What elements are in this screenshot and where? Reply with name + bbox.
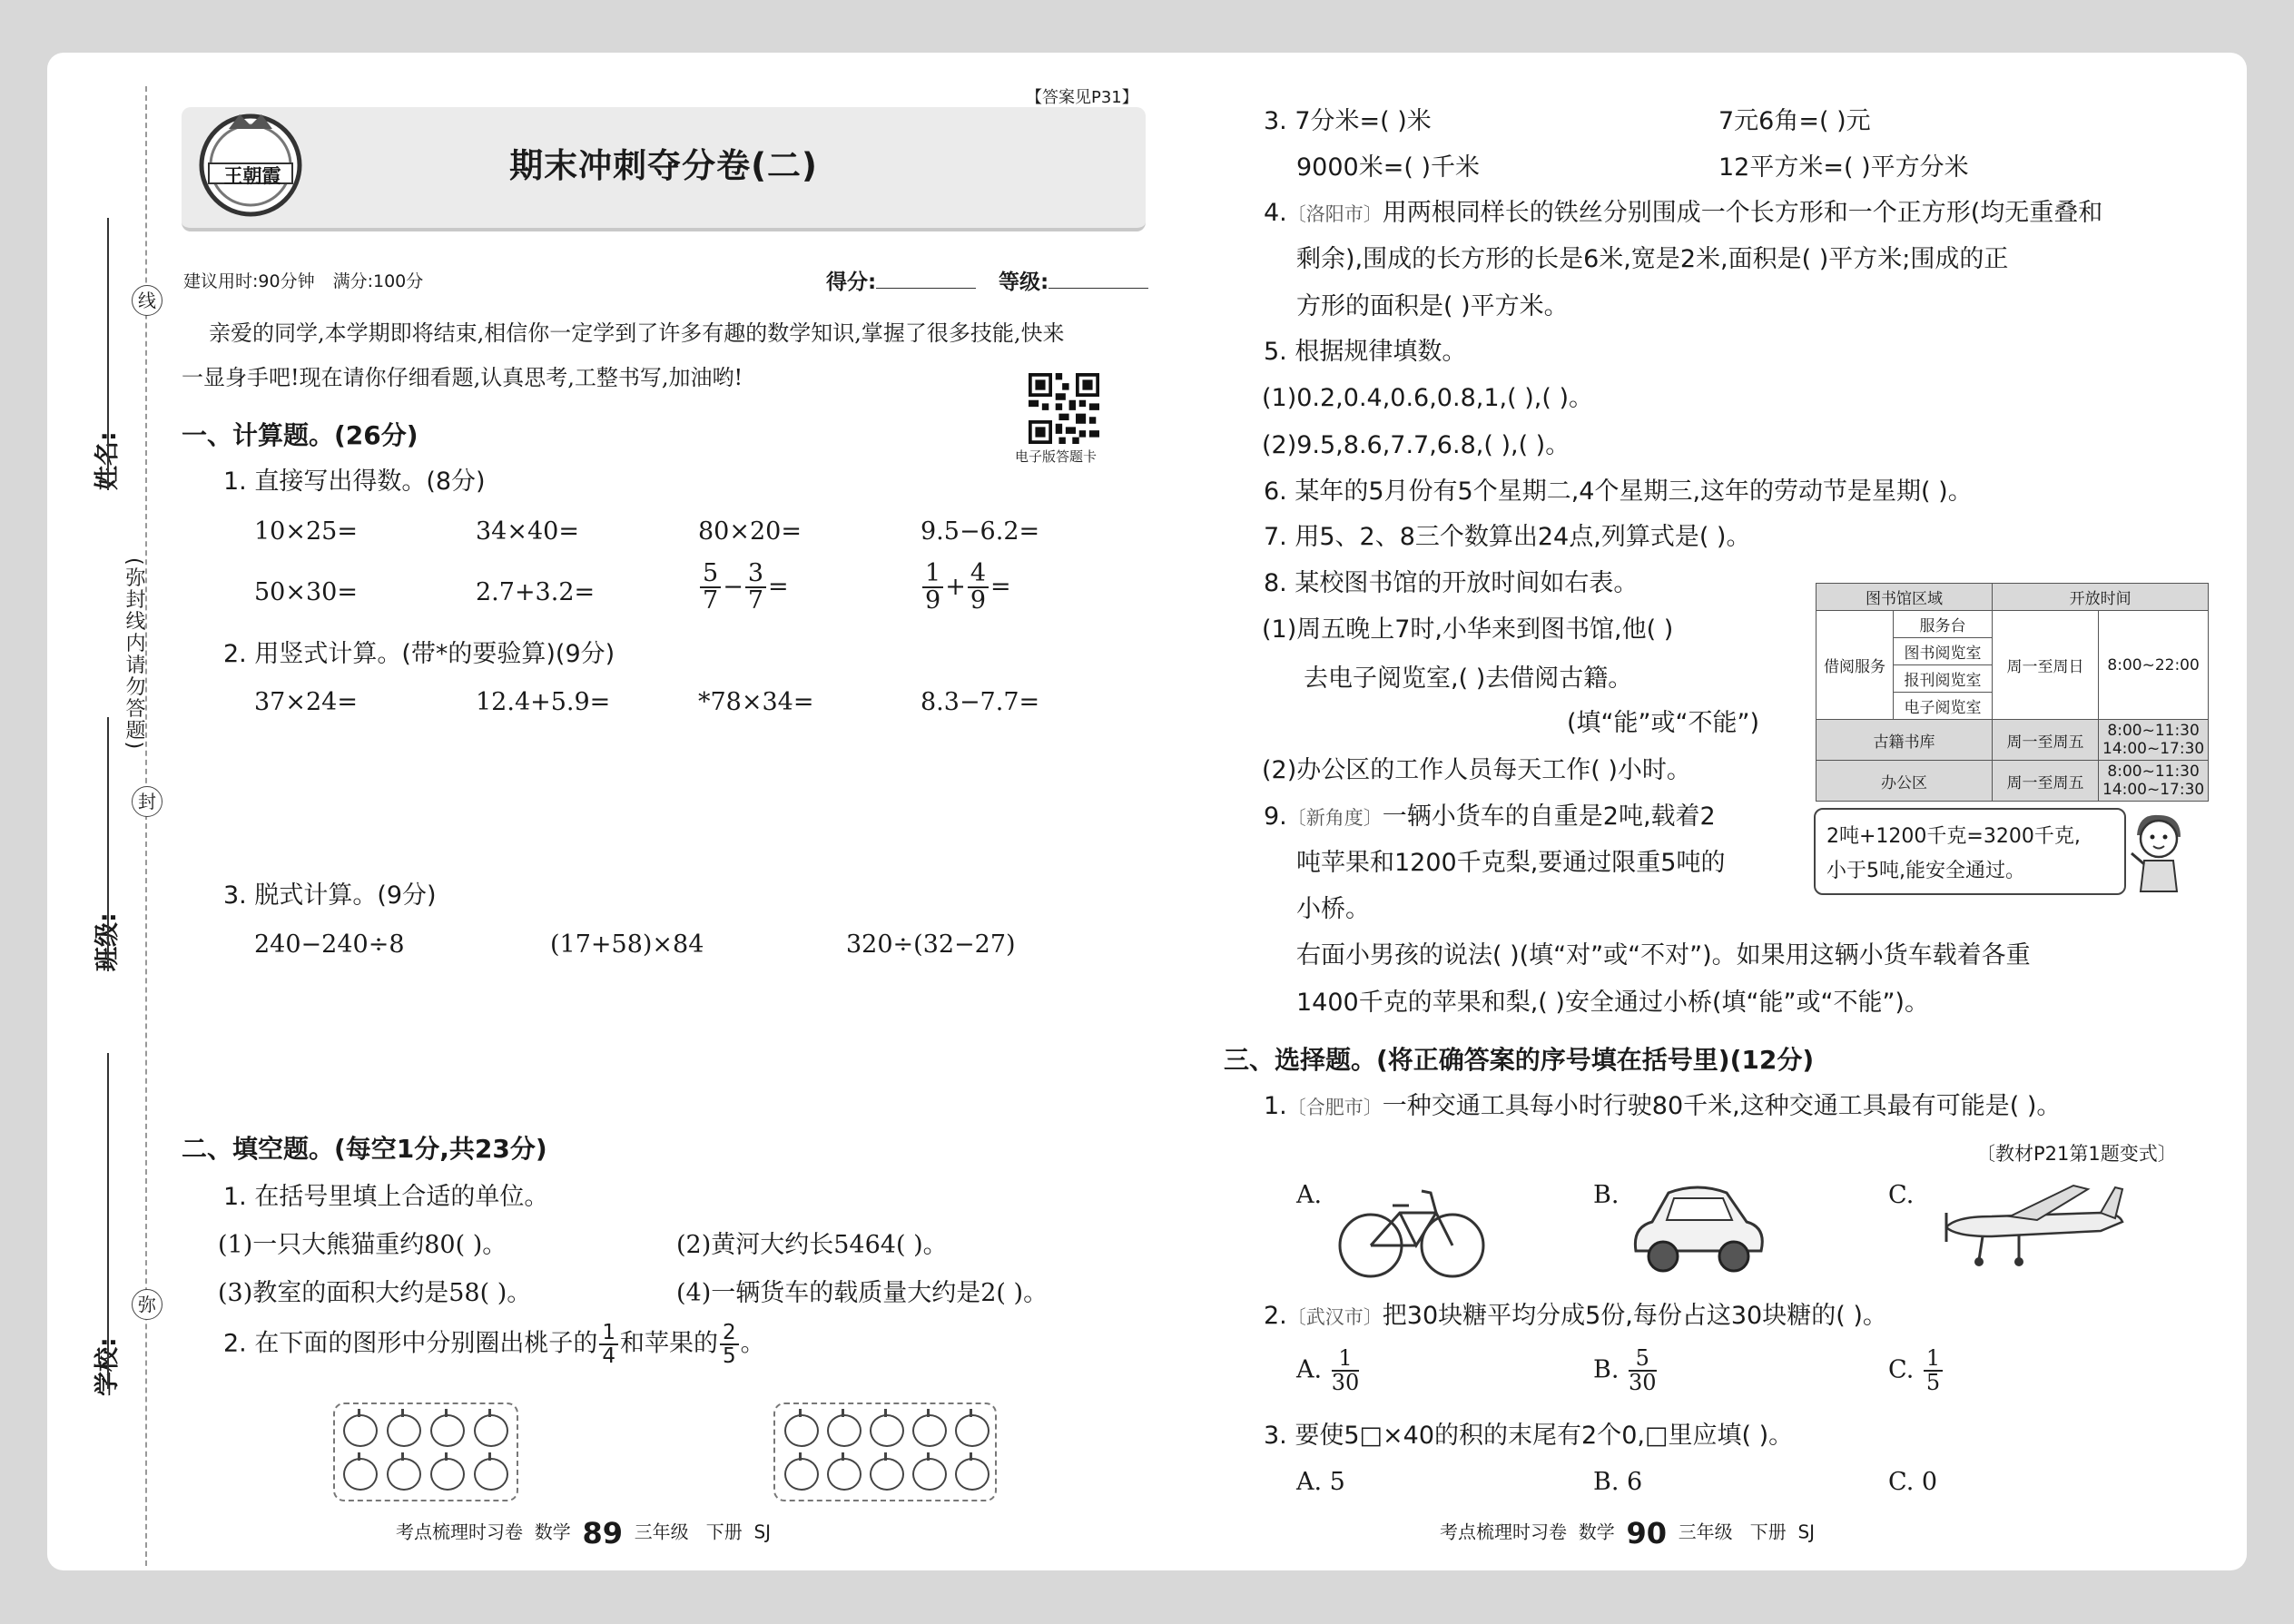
option-b-label[interactable]: B. [1593, 1181, 1620, 1209]
page-title: 期末冲刺夺分卷(二) [509, 146, 818, 185]
q9-line-3: 小桥。 [1296, 895, 1370, 923]
name-label: 姓名: [94, 431, 122, 490]
s2-q1-c: (3)教室的面积大约是58( )。 [218, 1279, 532, 1307]
apple-icon [870, 1458, 904, 1491]
peach-icon [430, 1458, 465, 1491]
school-field[interactable] [107, 1053, 109, 1389]
s3-q2: 2.〔武汉市〕把30块糖平均分成5份,每份占这30块糖的( )。 [1264, 1302, 1887, 1330]
s3-q2-option-c[interactable]: C. $\frac{1}{5}$ [1888, 1347, 1944, 1394]
binding-char-line: 线 [132, 285, 162, 316]
q3-b: 7元6角=( )元 [1718, 107, 1871, 135]
class-label: 班级: [94, 912, 122, 971]
calc-8: $\frac{1}{9}$ + $\frac{4}{9}$ = [921, 561, 1011, 615]
section1-title: 一、计算题。(26分) [182, 420, 418, 450]
car-option[interactable] [1625, 1176, 1770, 1282]
vertical-4: 8.3−7.7= [921, 688, 1040, 716]
peach-icon [430, 1414, 465, 1447]
stepcalc-1: 240−240÷8 [254, 930, 405, 959]
peach-icon [474, 1414, 508, 1447]
q5-a: (1)0.2,0.4,0.6,0.8,1,( ),( )。 [1262, 384, 1593, 412]
peach-icon [387, 1458, 421, 1491]
apple-icon [827, 1458, 861, 1491]
bicycle-icon [1334, 1180, 1489, 1282]
q8-1a: (1)周五晚上7时,小华来到图书馆,他( ) [1262, 615, 1674, 644]
vertical-3: *78×34= [698, 688, 814, 716]
q9-line-4: 右面小男孩的说法( )(填“对”或“不对”)。如果用这辆小货车载着各重 [1296, 941, 2031, 969]
s2-q1: 1. 在括号里填上合适的单位。 [223, 1183, 549, 1211]
option-c-label[interactable]: C. [1888, 1181, 1915, 1209]
car-icon [1625, 1176, 1770, 1282]
peach-icon [343, 1414, 378, 1447]
s2-q1-b: (2)黄河大约长5464( )。 [676, 1231, 948, 1259]
s2-q1-a: (1)一只大熊猫重约80( )。 [218, 1231, 507, 1259]
q4-line-3: 方形的面积是( )平方米。 [1296, 292, 1569, 320]
bicycle-option[interactable] [1334, 1180, 1489, 1282]
q3-a: 3. 7分米=( )米 [1264, 107, 1432, 135]
q9-line-5: 1400千克的苹果和梨,( )安全通过小桥(填“能”或“不能”)。 [1296, 989, 1929, 1017]
q7: 7. 用5、2、8三个数算出24点,列算式是( )。 [1264, 523, 1751, 551]
page-number-left: 89 [582, 1516, 623, 1550]
q3-c: 9000米=( )千米 [1296, 153, 1480, 182]
section3-title: 三、选择题。(将正确答案的序号填在括号里)(12分) [1224, 1045, 1815, 1075]
apple-icon [955, 1414, 989, 1447]
q8-1c: (填“能”或“不能”) [1567, 709, 1760, 737]
calc-4: 9.5−6.2= [921, 517, 1040, 546]
section2-title: 二、填空题。(每空1分,共23分) [182, 1134, 547, 1164]
vertical-2: 12.4+5.9= [476, 688, 611, 716]
calc-6: 2.7+3.2= [476, 578, 596, 606]
q5: 5. 根据规律填数。 [1264, 338, 1467, 366]
calc-3: 80×20= [698, 517, 802, 546]
apple-icon [955, 1458, 989, 1491]
s2-q2: 2. 在下面的图形中分别圈出桃子的 $\frac{1}{4}$ 和苹果的 $\frac{2}{5}$ 。 [223, 1321, 765, 1369]
apple-icon [912, 1414, 947, 1447]
peach-icon [387, 1414, 421, 1447]
calc-2: 34×40= [476, 517, 579, 546]
boy-illustration [2126, 810, 2191, 893]
q5-b: (2)9.5,8.6,7.7,6.8,( ),( )。 [1262, 431, 1570, 459]
stepcalc-2: (17+58)×84 [550, 930, 704, 959]
q9-line-1: 9.〔新角度〕一辆小货车的自重是2吨,载着2 [1264, 802, 1716, 831]
apple-icon [784, 1414, 819, 1447]
library-table: 图书馆区域 开放时间 借阅服务 服务台 周一至周日 8:00~22:00 图书阅览室 报刊阅览室 电子阅览室 古籍书库 周一至周五 8:00~11:30 14:00~17:30 办公区 周一至周五 8:00~11:30 14:00~17:30 [1816, 583, 2209, 802]
calc-7: $\frac{5}{7}$ − $\frac{3}{7}$ = [698, 561, 789, 615]
q8: 8. 某校图书馆的开放时间如右表。 [1264, 569, 1639, 597]
boy-icon [2126, 810, 2191, 893]
footer-left: 考点梳理时习卷 数学 89 三年级 下册 SJ [396, 1516, 772, 1550]
qr-icon [1029, 373, 1099, 444]
time-info: 建议用时:90分钟 满分:100分 [183, 271, 424, 291]
apple-icon [784, 1458, 819, 1491]
plane-option[interactable] [1928, 1176, 2128, 1276]
q9-line-2: 吨苹果和1200千克梨,要通过限重5吨的 [1296, 849, 1726, 877]
calc-5: 50×30= [254, 578, 358, 606]
q4-line-1: 4.〔洛阳市〕用两根同样长的铁丝分别围成一个长方形和一个正方形(均无重叠和 [1264, 199, 2103, 227]
apple-icon [912, 1458, 947, 1491]
intro-line-2: 一显身手吧!现在请你仔细看题,认真思考,工整书写,加油哟! [182, 365, 743, 390]
s3-q2-option-b[interactable]: B. $\frac{5}{30}$ [1593, 1345, 1657, 1396]
logo-text: 王朝霞 [223, 165, 281, 187]
s3-q2-option-a[interactable]: A. $\frac{1}{30}$ [1296, 1345, 1360, 1396]
footer-right: 考点梳理时习卷 数学 90 三年级 下册 SJ [1440, 1516, 1816, 1550]
bubble-text-2: 小于5吨,能安全通过。 [1826, 860, 2025, 882]
q6: 6. 某年的5月份有5个星期二,4个星期三,这年的劳动节是星期( )。 [1264, 477, 1973, 506]
q8-1b: 去电子阅览室,( )去借阅古籍。 [1304, 664, 1633, 693]
s3-q3-option-b[interactable]: B. 6 [1593, 1468, 1643, 1496]
s3-q1: 1.〔合肥市〕一种交通工具每小时行驶80千米,这种交通工具最有可能是( )。 [1264, 1092, 2062, 1120]
s3-q3-option-c[interactable]: C. 0 [1888, 1468, 1938, 1496]
vertical-1: 37×24= [254, 688, 358, 716]
grade-field[interactable]: 等级: [999, 265, 1148, 295]
s3-q3: 3. 要使5□×40的积的末尾有2个0,□里应填( )。 [1264, 1422, 1794, 1450]
peach-icon [474, 1458, 508, 1491]
q4-line-2: 剩余),围成的长方形的长是6米,宽是2米,面积是( )平方米;围成的正 [1296, 245, 2009, 273]
qr-code[interactable] [1029, 373, 1099, 444]
s3-q1-ref: 〔教材P21第1题变式〕 [1976, 1143, 2177, 1165]
s1-q1: 1. 直接写出得数。(8分) [223, 468, 486, 496]
class-field[interactable] [107, 717, 109, 971]
name-field[interactable] [107, 218, 109, 490]
peach-icon [343, 1458, 378, 1491]
calc-1: 10×25= [254, 517, 358, 546]
s1-q2: 2. 用竖式计算。(带*的要验算)(9分) [223, 640, 615, 668]
airplane-icon [1928, 1176, 2128, 1276]
apple-icon [870, 1414, 904, 1447]
binding-note: (弥封线内请勿答题) [123, 557, 145, 752]
intro-line-1: 亲爱的同学,本学期即将结束,相信你一定学到了许多有趣的数学知识,掌握了很多技能,快来 [209, 320, 1065, 346]
s1-q3: 3. 脱式计算。(9分) [223, 881, 437, 910]
school-label: 学校: [94, 1337, 122, 1396]
q3-d: 12平方米=( )平方分米 [1718, 153, 1969, 182]
stepcalc-3: 320÷(32−27) [846, 930, 1016, 959]
apple-icon [827, 1414, 861, 1447]
score-field[interactable]: 得分: [826, 265, 976, 295]
binding-char-close: 弥 [132, 1289, 162, 1320]
bubble-text-1: 2吨+1200千克=3200千克, [1826, 825, 2081, 848]
s2-q1-d: (4)一辆货车的载质量大约是2( )。 [676, 1279, 1049, 1307]
qr-caption: 电子版答题卡 [1015, 448, 1098, 465]
page-number-right: 90 [1626, 1516, 1667, 1550]
binding-char-seal: 封 [132, 786, 162, 817]
option-a-label[interactable]: A. [1296, 1181, 1323, 1209]
answer-ref: 【答案见P31】 [1026, 88, 1138, 107]
q8-2: (2)办公区的工作人员每天工作( )小时。 [1262, 756, 1691, 784]
s3-q3-option-a[interactable]: A. 5 [1296, 1468, 1345, 1496]
